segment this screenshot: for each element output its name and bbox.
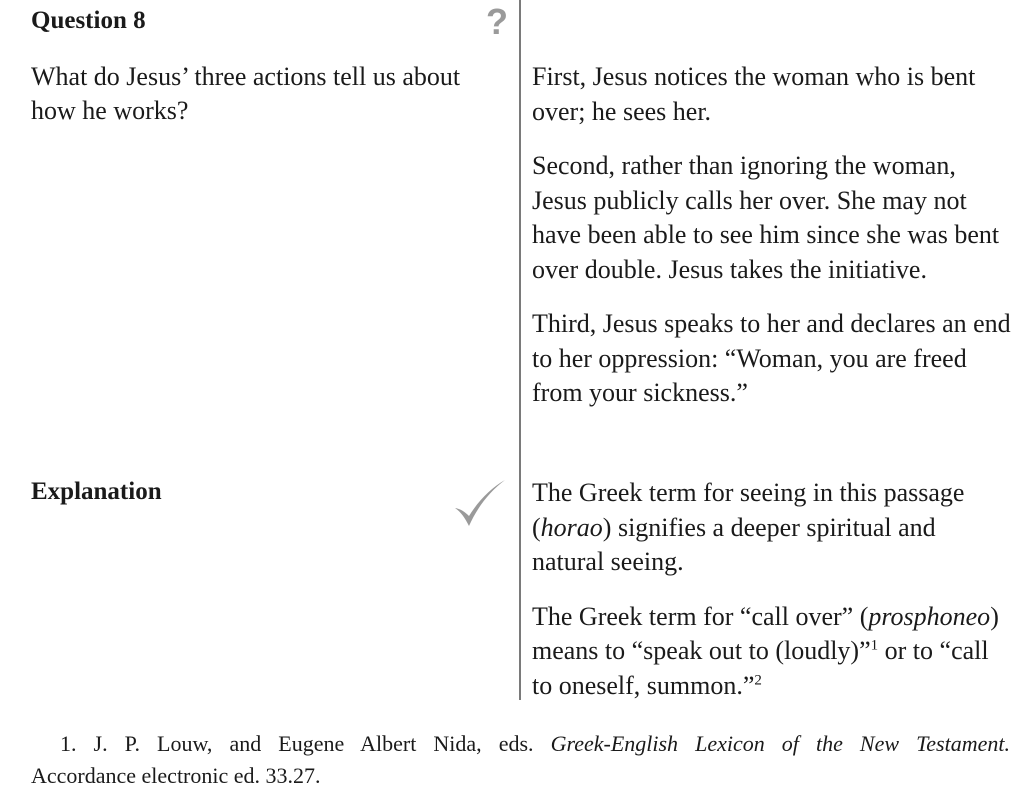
footnote-ref-1: 1: [870, 637, 879, 654]
question-heading: Question 8: [31, 7, 146, 34]
answer-paragraph-1: First, Jesus notices the woman who is bent over; he sees her.: [532, 62, 976, 126]
explanation-heading: Explanation: [31, 478, 162, 505]
question-text: What do Jesus’ three actions tell us about how he works?: [31, 62, 461, 125]
answer-paragraph-2: Second, rather than ignoring the woman, Jesus publicly calls her over. She may not have been able to see him since she was bent over double. Jesus takes the initiative.: [532, 151, 1000, 284]
footnote-1-continuation: Accordance electronic ed. 33.27.: [31, 763, 321, 788]
greek-term-prosphoneo: prosphoneo: [868, 601, 991, 631]
checkmark-icon: [451, 478, 507, 530]
footnote-1: 1. J. P. Louw, and Eugene Albert Nida, eds. Greek-English Lexicon of the New Testament.: [60, 731, 1010, 756]
question-mark-icon: ?: [486, 1, 508, 42]
explanation-paragraph-2: The Greek term for “call over” (prosphoneo) means to “speak out to (loudly)”$^1$ or to “call to oneself, summon.”$^2$: [532, 601, 999, 700]
explanation-column: [532, 476, 1012, 723]
answer-column: [532, 60, 1012, 431]
answer-paragraph-3: Third, Jesus speaks to her and declares an end to her oppression: “Woman, you are freed from your sickness.”: [532, 309, 1011, 407]
column-divider: [519, 0, 521, 700]
greek-term-horao: horao: [540, 512, 603, 542]
explanation-paragraph-1: The Greek term for seeing in this passage (horao) signifies a deeper spiritual and natural seeing.: [532, 478, 965, 576]
footnote-1-title: Greek-English Lexicon of the New Testament.: [550, 731, 1010, 756]
footnote-ref-2: 2: [754, 671, 762, 688]
